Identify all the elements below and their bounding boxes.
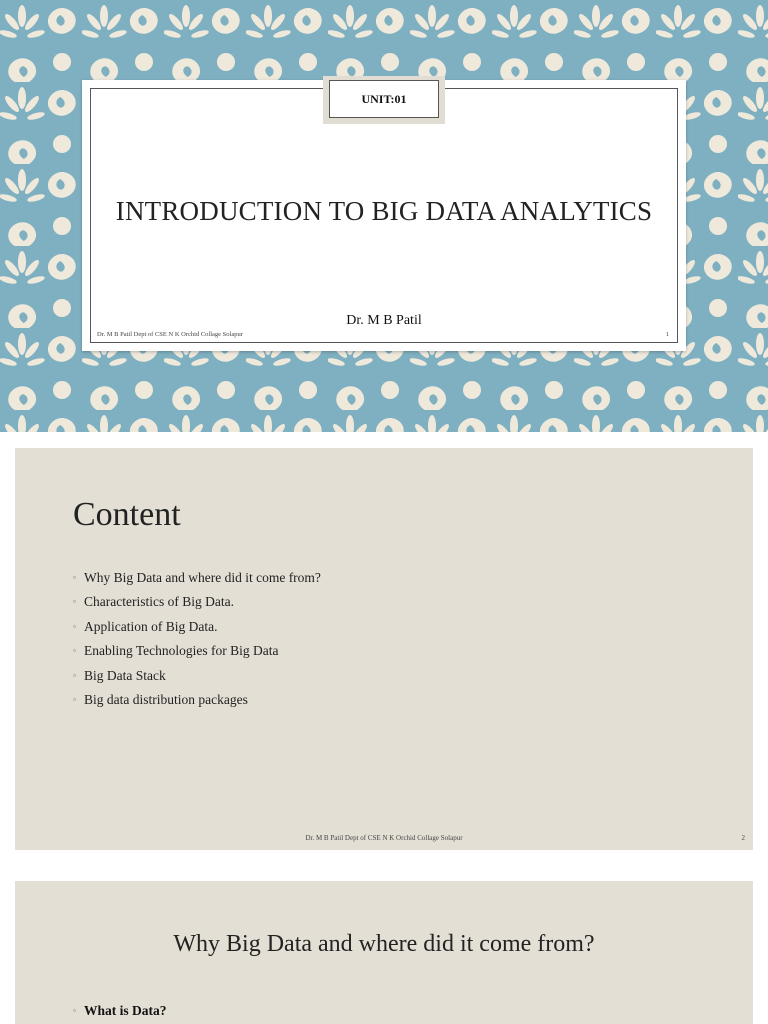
slide-number: 1 <box>665 331 669 338</box>
list-item-text: What is Data? <box>84 1003 167 1018</box>
slide-number: 2 <box>741 834 745 842</box>
presentation-title: INTRODUCTION TO BIG DATA ANALYTICS <box>115 196 653 226</box>
bullet-icon: ▫ <box>73 597 76 607</box>
slide-title: Content <box>73 496 181 533</box>
list-item-text: Why Big Data and where did it come from? <box>84 570 321 585</box>
unit-label: UNIT:01 <box>329 80 439 118</box>
title-slide <box>0 0 768 432</box>
why-big-data-slide <box>15 881 753 1024</box>
list-item <box>73 617 321 641</box>
list-item <box>73 641 321 665</box>
bullet-icon: ▫ <box>73 670 76 680</box>
list-item <box>73 592 321 616</box>
author-name: Dr. M B Patil <box>346 313 422 328</box>
list-item <box>73 666 321 690</box>
list-item-text: Big Data Stack <box>84 667 166 683</box>
bullet-icon: ▫ <box>73 1006 76 1015</box>
bullet-icon: ▫ <box>73 646 76 656</box>
list-item-text: Big data distribution packages <box>84 691 248 707</box>
bullet-icon: ▫ <box>73 621 76 631</box>
list-item <box>73 690 321 714</box>
slide-footer: Dr. M B Patil Dept of CSE N K Orchid Collage Solapur <box>305 834 463 842</box>
list-item-text: Enabling Technologies for Big Data <box>84 643 279 659</box>
list-item <box>73 568 321 592</box>
unit-tab <box>323 76 445 124</box>
list-item <box>73 1001 167 1021</box>
slide-footer: Dr. M B Patil Dept of CSE N K Orchid Collage Solapur <box>97 331 243 338</box>
bullet-icon: ▫ <box>73 573 76 582</box>
content-bullet-list <box>73 568 321 714</box>
bullet-icon: ▫ <box>73 694 76 704</box>
list-item-text: Characteristics of Big Data. <box>84 594 234 610</box>
content-slide <box>15 448 753 850</box>
title-card <box>82 80 686 351</box>
slide-title: Why Big Data and where did it come from? <box>173 931 595 957</box>
list-item-text: Application of Big Data. <box>84 618 218 634</box>
